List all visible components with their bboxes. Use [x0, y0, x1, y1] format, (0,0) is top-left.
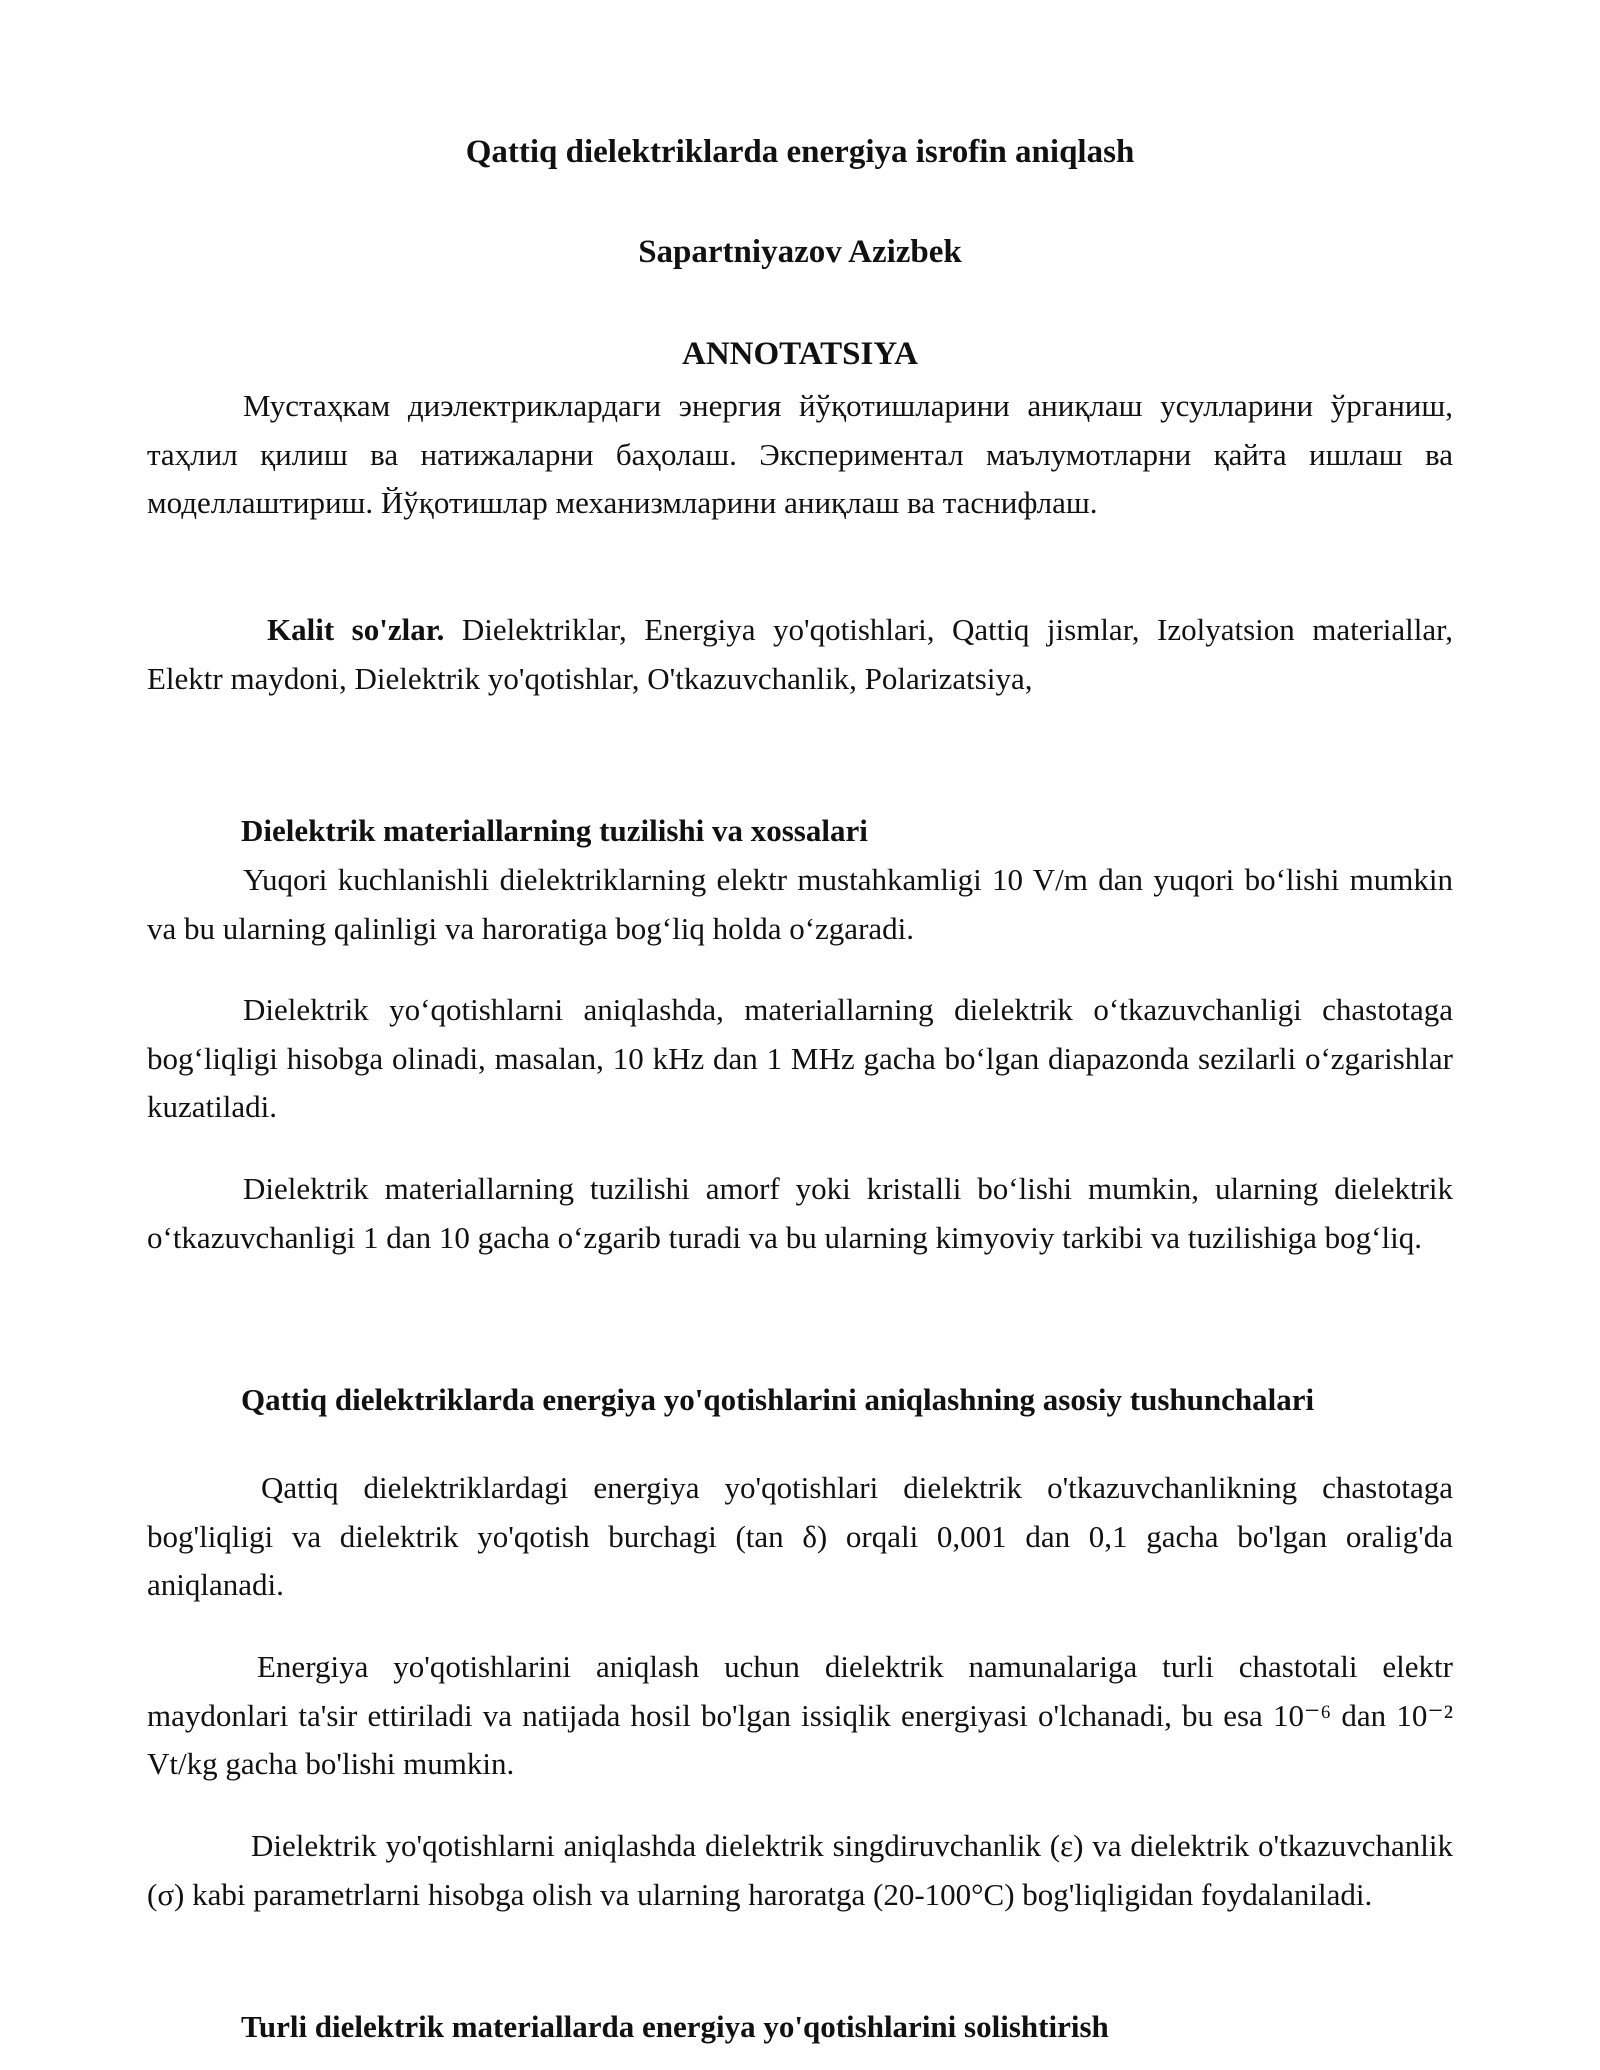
keywords-paragraph: [147, 606, 1453, 703]
annotation-heading: ANNOTATSIYA: [682, 336, 918, 372]
paragraph-frequency: Dielektrik yoʻqotishlarni aniqlashda, materiallarning dielektrik oʻtkazuvchanligi chastotaga bogʻliqligi hisobga olinadi, masalan, 10 kHz dan 1 MHz gacha boʻlgan diapazonda sezilarli oʻzgarishlar kuzatiladi.: [147, 992, 1453, 1124]
section-heading-structure: Dielektrik materiallarning tuzilishi va xossalari: [241, 813, 868, 848]
paragraph-parameters: Dielektrik yo'qotishlarni aniqlashda dielektrik singdiruvchanlik (ε) va dielektrik o'tkazuvchanlik (σ) kabi parametrlarni hisobga olish va ularning haroratga (20-100°C) bog'liqligidan foydalaniladi.: [147, 1828, 1453, 1912]
document-title: Qattiq dielektriklarda energiya isrofin aniqlash: [465, 134, 1135, 170]
author-name: Sapartniyazov Azizbek: [638, 234, 962, 270]
annotation-paragraph: Мустаҳкам диэлектриклардаги энергия йўқотишларини аниқлаш усулларини ўрганиш, таҳлил қилиш ва натижаларни баҳолаш. Экспериментал маълумотларни қайта ишлаш ва моделлаштириш. Йўқотишлар механизмларини аниқлаш ва таснифлаш.: [147, 388, 1453, 520]
paragraph-loss-tangent: Qattiq dielektriklardagi energiya yo'qotishlari dielektrik o'tkazuvchanlikning chastotaga bog'liqligi va dielektrik yo'qotish burchagi (tan δ) orqali 0,001 dan 0,1 gacha bo'lgan oralig'da aniqlanadi.: [147, 1470, 1453, 1602]
paragraph-strength: Yuqori kuchlanishli dielektriklarning elektr mustahkamligi 10 V/m dan yuqori boʻlishi mumkin va bu ularning qalinligi va haroratiga bogʻliq holda oʻzgaradi.: [147, 862, 1453, 946]
keywords-label: Kalit so'zlar.: [267, 612, 445, 647]
keywords-list: Dielektriklar, Energiya yo'qotishlari, Qattiq jismlar, Izolyatsion materiallar, Elektr maydoni, Dielektrik yo'qotishlar, O'tkazuvchanlik, Polarizatsiya,: [147, 612, 1453, 696]
paragraph-heat-energy: Energiya yo'qotishlarini aniqlash uchun dielektrik namunalariga turli chastotali elektr maydonlari ta'sir ettiriladi va natijada hosil bo'lgan issiqlik energiyasi o'lchanadi, bu esa 10⁻⁶ dan 10⁻² Vt/kg gacha bo'lishi mumkin.: [147, 1649, 1453, 1781]
section-heading-concepts: Qattiq dielektriklarda energiya yo'qotishlarini aniqlashning asosiy tushunchalari: [241, 1382, 1315, 1417]
paragraph-structure: Dielektrik materiallarning tuzilishi amorf yoki kristalli boʻlishi mumkin, ularning dielektrik oʻtkazuvchanligi 1 dan 10 gacha oʻzgarib turadi va bu ularning kimyoviy tarkibi va tuzilishiga bogʻliq.: [147, 1171, 1453, 1255]
section-heading-comparison: Turli dielektrik materiallarda energiya yo'qotishlarini solishtirish: [241, 2009, 1109, 2044]
